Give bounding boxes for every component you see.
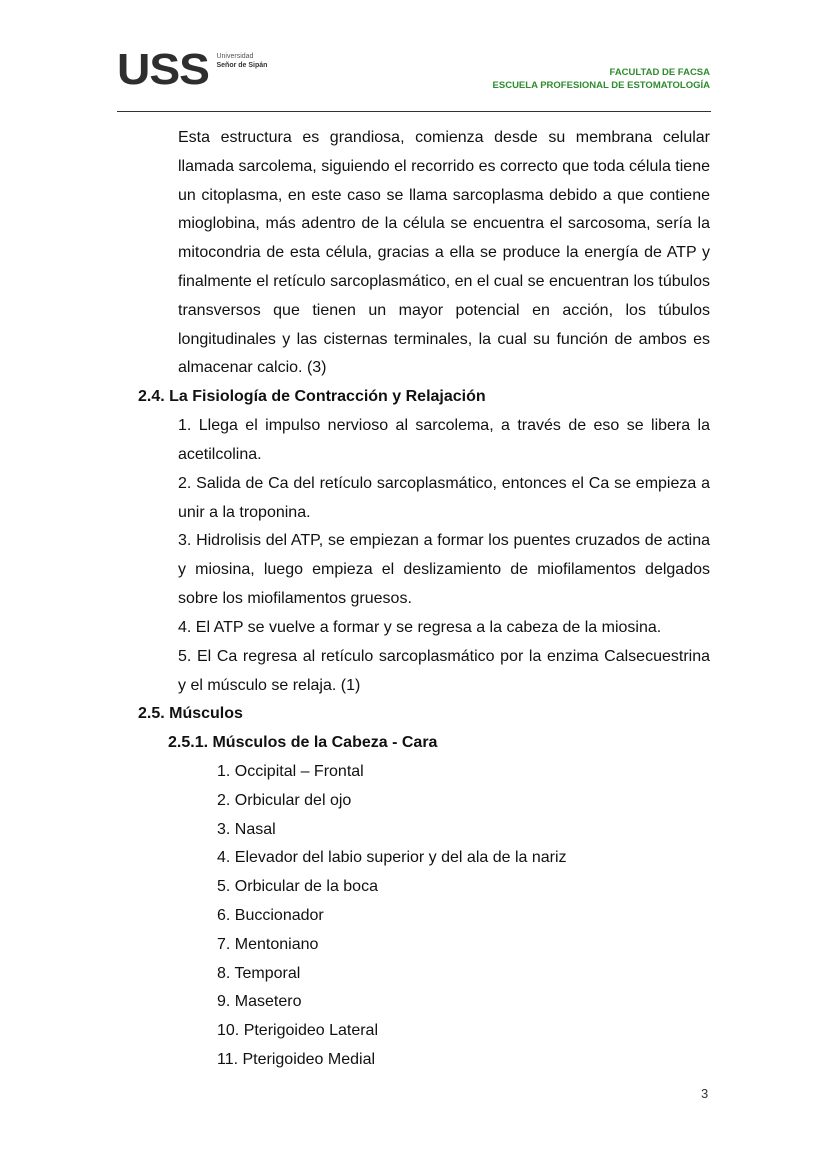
- header-divider: [117, 111, 711, 112]
- muscle-item: 7. Mentoniano: [217, 935, 319, 953]
- university-logo: [117, 45, 268, 94]
- faculty-header: [493, 66, 710, 92]
- university-name: [216, 52, 267, 70]
- subsection-heading-2-5-1: 2.5.1. Músculos de la Cabeza - Cara: [168, 734, 438, 751]
- muscle-item: 3. Nasal: [217, 820, 276, 838]
- muscle-item: 9. Masetero: [217, 993, 302, 1011]
- step-2: 2. Salida de Ca del retículo sarcoplasmático, entonces el Ca se empieza a unir a la troponina.: [178, 475, 710, 521]
- step-4: 4. El ATP se vuelve a formar y se regresa a la cabeza de la miosina.: [178, 619, 662, 636]
- faculty-name: FACULTAD DE FACSA: [609, 67, 710, 78]
- muscle-item: 1. Occipital – Frontal: [217, 763, 364, 780]
- muscle-item: 11. Pterigoideo Medial: [217, 1050, 376, 1068]
- uss-logo-mark: USS: [117, 45, 209, 94]
- section-heading-2-5: 2.5. Músculos: [138, 705, 243, 722]
- muscle-item: 8. Temporal: [217, 964, 301, 982]
- school-name: ESCUELA PROFESIONAL DE ESTOMATOLOGÍA: [492, 80, 710, 91]
- page-number: 3: [701, 1086, 709, 1101]
- muscle-item: 2. Orbicular del ojo: [217, 791, 352, 809]
- logo-line-1: Universidad: [216, 53, 254, 60]
- section-heading-2-4: 2.4. La Fisiología de Contracción y Relajación: [138, 388, 486, 405]
- intro-paragraph: Esta estructura es grandiosa, comienza desde su membrana celular llamada sarcolema, siguiendo el recorrido es correcto que toda célula tiene un citoplasma, en este caso se llama sarcoplasma debido a que contiene mioglobina, más adentro de la célula se encuentra el sarcosoma, sería la mitocondria de esta célula, gracias a ella se produce la energía de ATP y finalmente el retículo sarcoplasmático, en el cual se encuentran los túbulos transversos que tienen un mayor potencial en acción, los túbulos longitudinales y las cisternas terminales, la cual su función de ambos es almacenar calcio. (3): [178, 129, 710, 377]
- step-3: 3. Hidrolisis del ATP, se empiezan a formar los puentes cruzados de actina y miosina, luego empieza el deslizamiento de miofilamentos delgados sobre los miofilamentos gruesos.: [178, 532, 710, 607]
- muscle-item: 6. Buccionador: [217, 906, 324, 924]
- logo-line-2: Señor de Sipán: [216, 62, 268, 69]
- step-1: 1. Llega el impulso nervioso al sarcolema, a través de eso se libera la acetilcolina.: [178, 417, 710, 463]
- step-5: 5. El Ca regresa al retículo sarcoplasmático por la enzima Calsecuestrina y el músculo se relaja. (1): [178, 648, 710, 694]
- muscle-list: [217, 758, 567, 1075]
- muscle-item: 5. Orbicular de la boca: [217, 878, 378, 896]
- muscle-item: 10. Pterigoideo Lateral: [217, 1022, 378, 1040]
- muscle-item: 4. Elevador del labio superior y del ala de la nariz: [217, 849, 567, 867]
